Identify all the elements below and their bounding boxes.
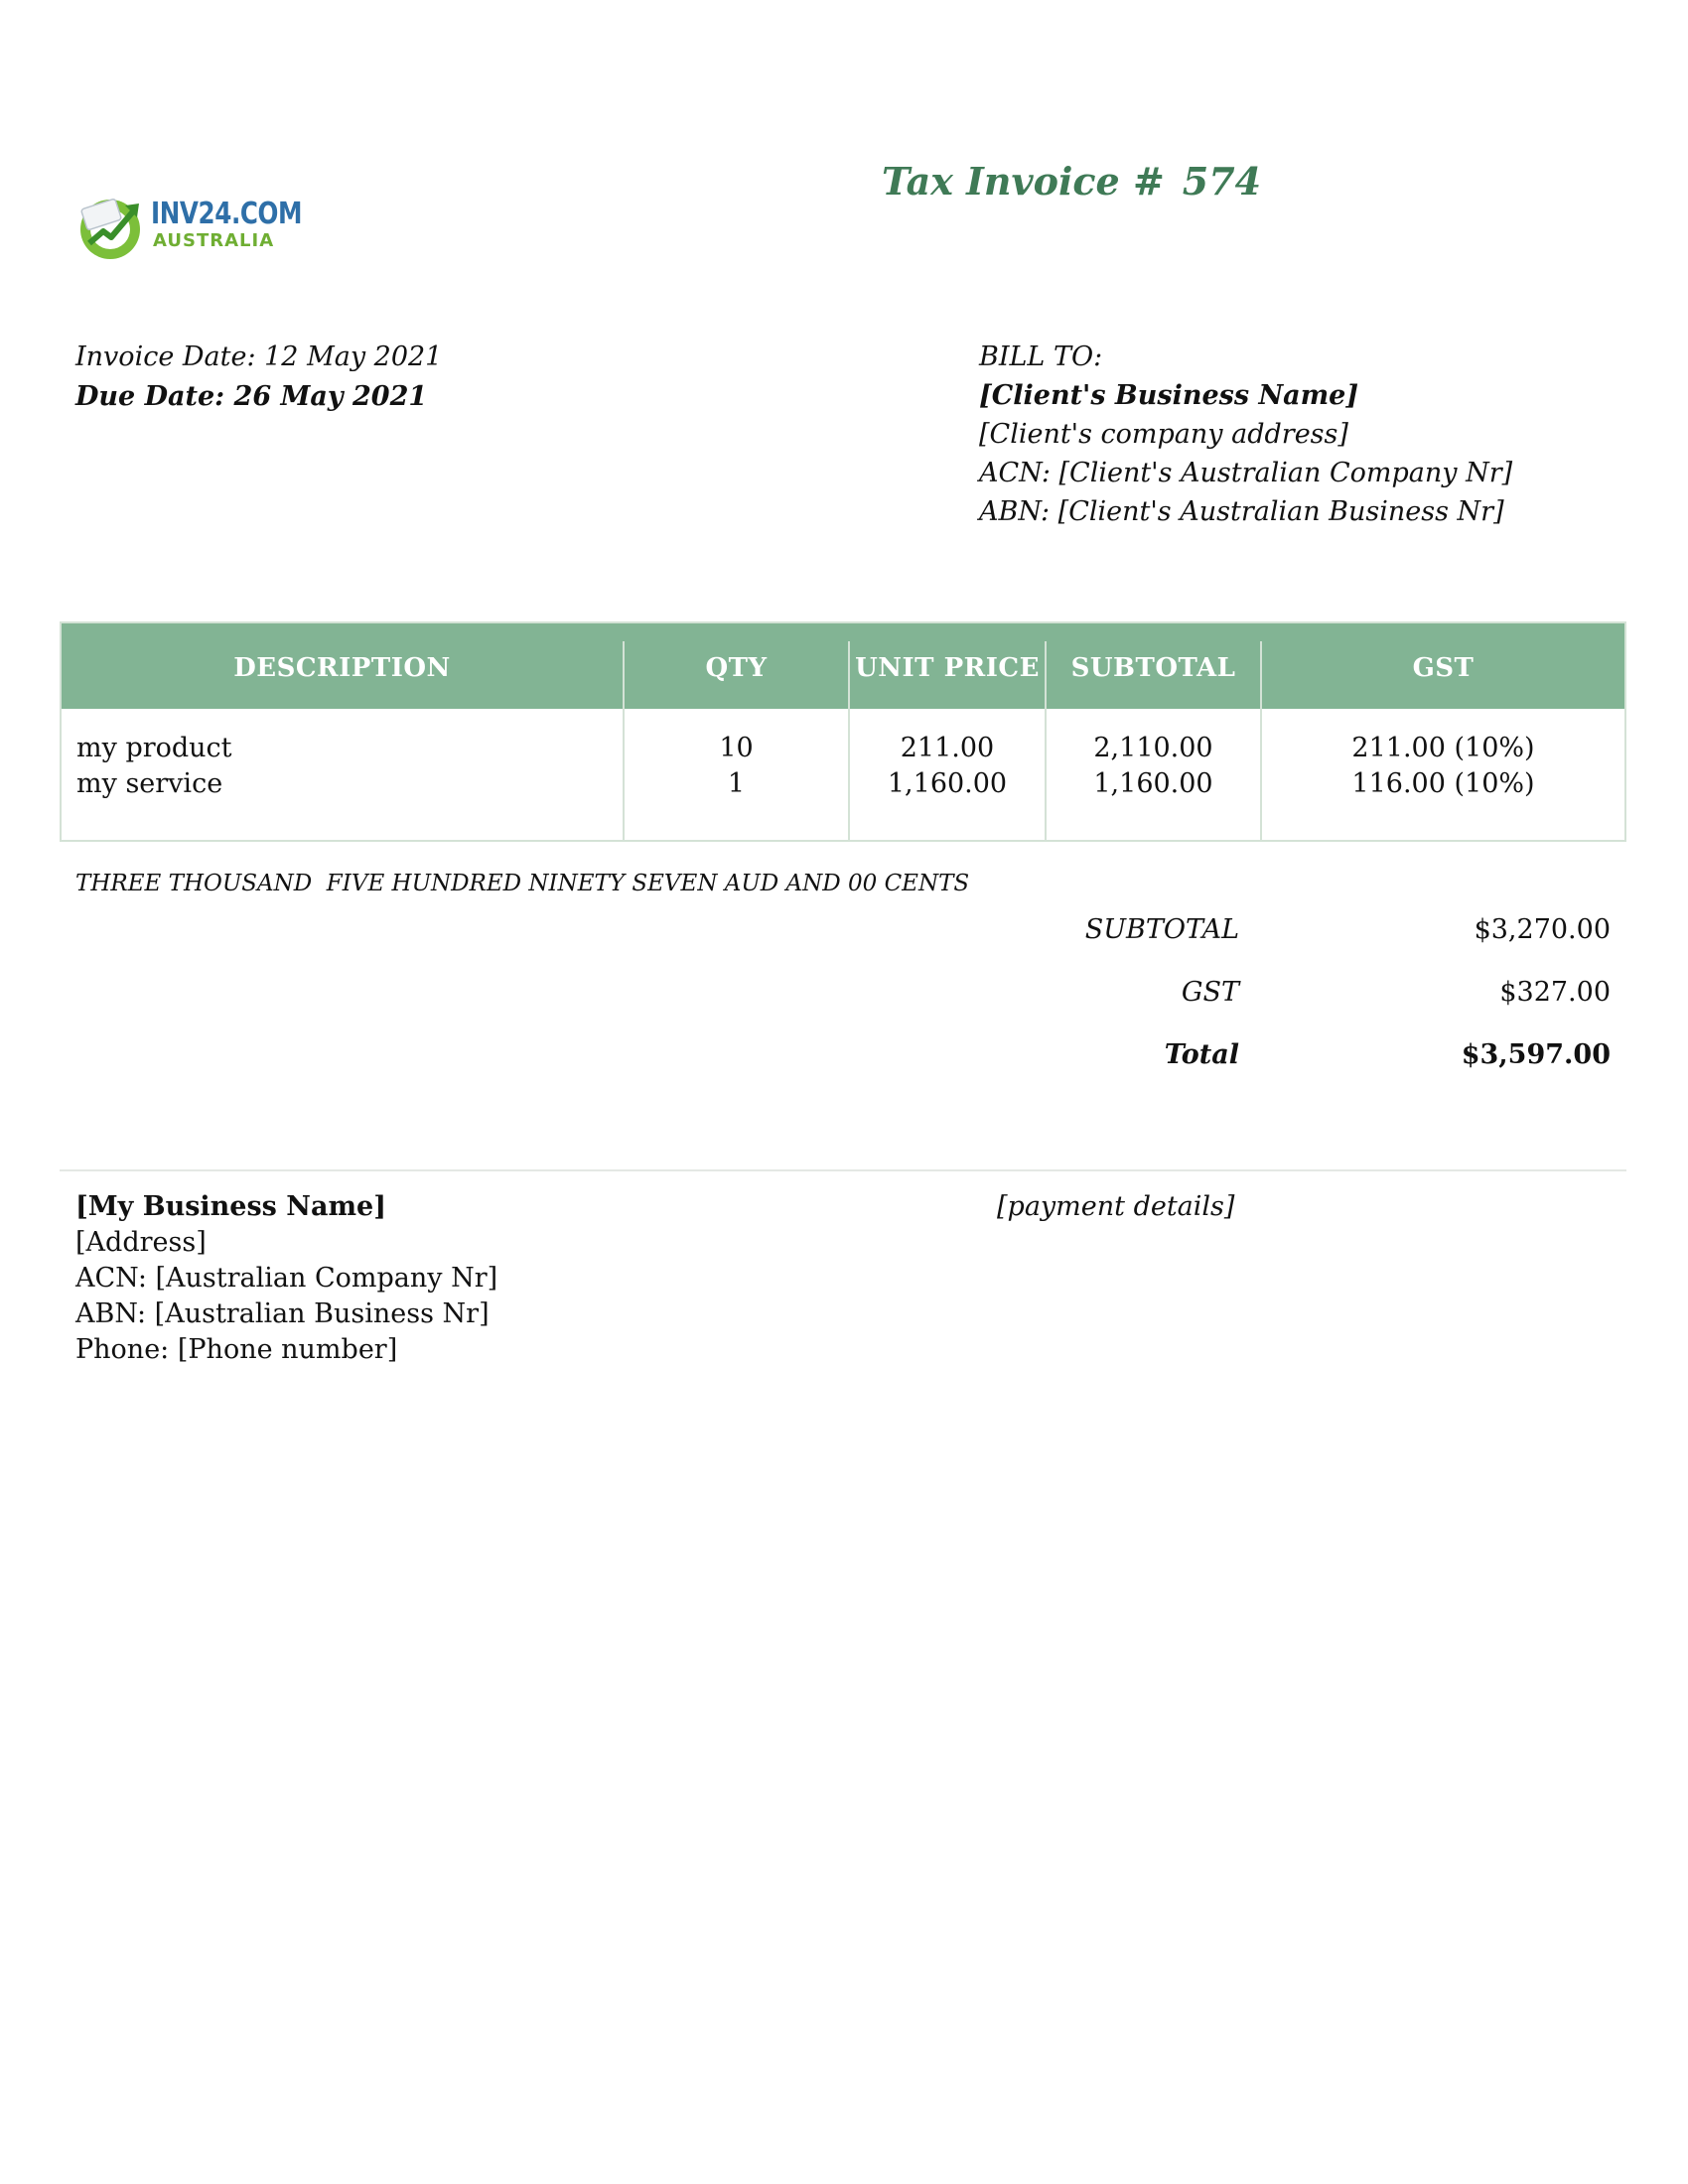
table-cell: 116.00 (10%) bbox=[1351, 768, 1535, 799]
description-cells bbox=[76, 731, 637, 802]
header-unit-price: UNIT PRICE bbox=[855, 653, 1040, 683]
column-description bbox=[62, 623, 623, 840]
bill-to-heading: BILL TO: bbox=[979, 341, 1103, 372]
subtotal-value: $3,270.00 bbox=[1474, 914, 1611, 945]
client-acn: ACN: [Client's Australian Company Nr] bbox=[979, 458, 1513, 488]
header-description: DESCRIPTION bbox=[233, 653, 451, 683]
invoice-title-label: Tax Invoice # bbox=[882, 159, 1165, 204]
bill-to-block bbox=[979, 338, 1512, 531]
payment-details: [payment details] bbox=[997, 1191, 1235, 1222]
table-cell: 10 bbox=[719, 733, 754, 763]
invoice-number: 574 bbox=[1182, 159, 1262, 204]
table-cell: my product bbox=[76, 733, 232, 763]
gst-value: $327.00 bbox=[1499, 977, 1611, 1008]
logo-icon bbox=[75, 194, 145, 263]
seller-info bbox=[75, 1189, 497, 1368]
table-cell: 211.00 bbox=[900, 733, 995, 763]
column-qty bbox=[625, 623, 848, 840]
totals-values bbox=[1390, 898, 1611, 1086]
line-items-table bbox=[60, 621, 1626, 842]
invoice-date: Invoice Date: 12 May 2021 bbox=[75, 341, 443, 372]
logo-name: INV24.COM bbox=[151, 197, 303, 231]
column-unit-price bbox=[850, 623, 1045, 840]
header-qty: QTY bbox=[705, 653, 768, 683]
amount-in-words: THREE THOUSAND FIVE HUNDRED NINETY SEVEN AUD AND 00 CENTS bbox=[75, 871, 970, 896]
logo-subtitle: AUSTRALIA bbox=[153, 230, 275, 251]
company-logo bbox=[75, 194, 314, 263]
column-subtotal bbox=[1047, 623, 1260, 840]
subtotal-cells bbox=[1047, 731, 1260, 802]
due-date: Due Date: 26 May 2021 bbox=[75, 381, 428, 412]
table-cell: my service bbox=[76, 768, 223, 799]
header-subtotal: SUBTOTAL bbox=[1070, 653, 1236, 683]
unit-price-cells bbox=[850, 731, 1045, 802]
footer-divider bbox=[60, 1169, 1626, 1171]
client-business-name: [Client's Business Name] bbox=[979, 380, 1359, 411]
table-cell: 1,160.00 bbox=[887, 768, 1008, 799]
seller-address: [Address] bbox=[75, 1227, 207, 1258]
client-address: [Client's company address] bbox=[979, 419, 1348, 450]
invoice-dates bbox=[75, 338, 442, 417]
seller-business-name: [My Business Name] bbox=[75, 1191, 386, 1222]
table-cell: 1,160.00 bbox=[1093, 768, 1213, 799]
gst-cells bbox=[1262, 731, 1624, 802]
seller-acn: ACN: [Australian Company Nr] bbox=[75, 1263, 498, 1294]
totals-labels bbox=[993, 898, 1239, 1086]
gst-label: GST bbox=[1181, 977, 1239, 1008]
table-cell: 1 bbox=[727, 768, 746, 799]
total-label: Total bbox=[1164, 1039, 1239, 1070]
client-abn: ABN: [Client's Australian Business Nr] bbox=[979, 496, 1504, 527]
header-gst: GST bbox=[1412, 653, 1475, 683]
subtotal-label: SUBTOTAL bbox=[1084, 914, 1239, 945]
total-value: $3,597.00 bbox=[1461, 1039, 1611, 1070]
column-gst bbox=[1262, 623, 1624, 840]
table-cell: 2,110.00 bbox=[1093, 733, 1213, 763]
table-cell: 211.00 (10%) bbox=[1351, 733, 1535, 763]
qty-cells bbox=[625, 731, 848, 802]
seller-abn: ABN: [Australian Business Nr] bbox=[75, 1298, 490, 1329]
seller-phone: Phone: [Phone number] bbox=[75, 1334, 398, 1365]
invoice-title bbox=[882, 159, 1261, 204]
